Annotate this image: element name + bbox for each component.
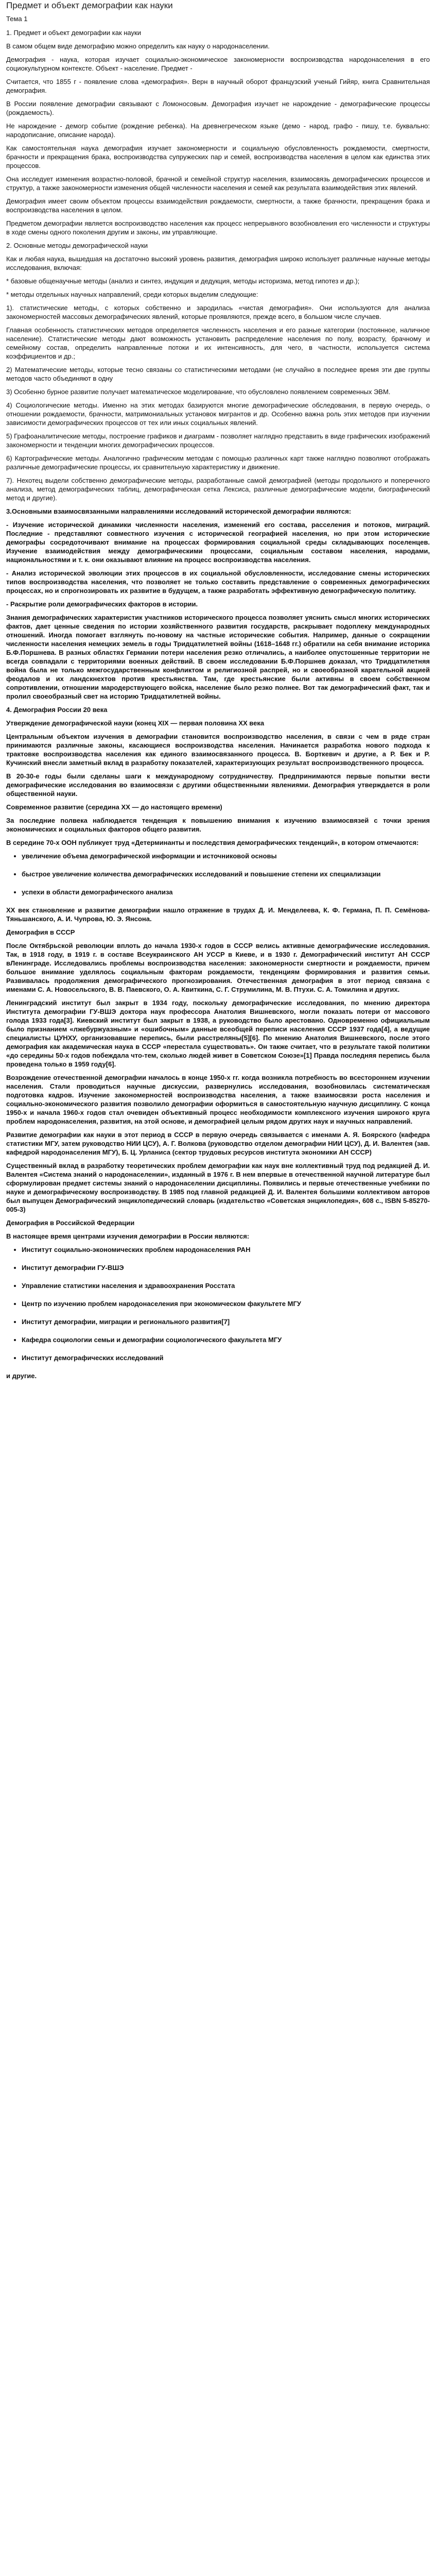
- paragraph: Как и любая наука, вышедшая на достаточно высокий уровень развития, демография широко использует различные научные методы исследования, включая:: [6, 255, 430, 272]
- paragraph: 7). Нехотец выдели собственно демографические методы, разработанные самой демографией (методы продольного и поперечного анализа, метод демографических таблиц, демографическая сетка Лексиса, различные демографические модели, биографический метод и другие).: [6, 477, 430, 502]
- paragraph: В самом общем виде демографию можно определить как науку о народонаселении.: [6, 42, 270, 50]
- section-heading: 3.Основными взаимосвязанными направлениями исследований исторической демографии являются:: [6, 507, 352, 515]
- paragraph: * методы отдельных научных направлений, среди которых выделим следующие:: [6, 291, 258, 298]
- closing-text: и другие.: [6, 1372, 37, 1380]
- section-heading: 2. Основные методы демографической науки: [6, 242, 148, 249]
- list-item: • Институт демографии ГУ-ВШЭ: [22, 1263, 430, 1272]
- list-item: • быстрое увеличение количества демографических исследований и повышение степени их специализации: [22, 870, 430, 878]
- centers-list: [6, 1245, 430, 1362]
- paragraph: 1). статистические методы, с которых собственно и зародилась «чистая демография». Они используются для анализа закономерностей массовых демографических явлений, которые проявляются, прежде всего, в большом числе случаев.: [6, 304, 430, 320]
- trend-list: [6, 852, 430, 896]
- paragraph: Считается, что 1855 г - появление слова «демография». Верн в научный оборот французский ученый Гийяр, книга Сравнительная демография.: [6, 78, 430, 94]
- paragraph: Демография имеет своим объектом процессы взаимодействия рождаемости, смертности, а также брачности, прекращения брака и воспроизводства населения в целом.: [6, 197, 430, 214]
- list-item: • Кафедра социологии семьи и демографии социологического факультета МГУ: [22, 1335, 430, 1344]
- paragraph: Как самостоятельная наука демография изучает закономерности и социальную обусловленность рождаемости, смертности, брачности и прекращения брака, воспроизводства супружеских пар и семей, воспроизводства населения в целом как единства этих процессов.: [6, 144, 430, 170]
- subsection-heading: Современное развитие (середина XX — до настоящего времени): [6, 803, 222, 811]
- paragraph: XX век становление и развитие демографии нашло отражение в трудах Д. И. Менделеева, К. Ф. Германа, П. П. Семёнова-Тяньшанского, А. И. Чупрова, Ю. Э. Янсона.: [6, 906, 430, 923]
- paragraph: За последние полвека наблюдается тенденция к повышению внимания к изучению взаимосвязей с точки зрения экономических и социальных факторов общего развития.: [6, 817, 430, 833]
- paragraph: В 20-30-е годы были сделаны шаги к международному сотрудничеству. Предпринимаются первые попытки вести демографические исследования во взаимосвязи с другими общественными явлениями. Демография утверждается в роли общественной науки.: [6, 772, 430, 798]
- paragraph: Развитие демографии как науки в этот период в СССР в первую очередь связывается с именами А. Я. Боярского (кафедра статистики МГУ, затем руководство НИИ ЦСУ), А. Г. Волкова (руководство отделом демографии НИИ ЦСУ), Д. И. Валентея (зав. кафедрой народонаселения МГУ), Б. Ц. Урланиса (сектор трудовых ресурсов института экономики АН СССР): [6, 1131, 430, 1156]
- subsection-heading: Утверждение демографической науки (конец XIX — первая половина XX века: [6, 719, 265, 727]
- paragraph: Возрождение отечественной демографии началось в конце 1950-х гг. когда возникла потребность во всестороннем изучении населения. Стали проводиться научные дискуссии, развернулись исследования, возобновилась систематическая подготовка кадров. Изучение закономерностей воспроизводства населения, а также взаимосвязи роста населения и социально-экономического развития позволило демографии оформиться в самостоятельную научную дисциплину. С конца 1950-х и начала 1960-х годов стал очевиден объективный процесс необходимости комплексного изучения широкого круга проблем народонаселения, развития, на этой основе, и демографией целым рядом других наук и научных направлений.: [6, 1074, 430, 1125]
- list-item: • Центр по изучению проблем народонаселения при экономическом факультете МГУ: [22, 1299, 430, 1308]
- paragraph: - Анализ исторической эволюции этих процессов в их социальной обусловленности, исследование смены исторических типов воспроизводства населения, что позволяет не только составить представление о современных демографических процессах, но и спрогнозировать их развитие в будущем, а также разработать эффективную демографическую политику.: [6, 569, 430, 595]
- paragraph: Главная особенность статистических методов определяется численность населения и его разные категории (постоянное, наличное население). Статистические методы дают возможность установить распределение населения по полу, возрасту, брачному и семейному состав, определить направленные потоки и их интенсивность, для чего, в частности, используется система коэффициентов и др.;: [6, 326, 430, 360]
- paragraph: - Раскрытие роли демографических факторов в истории.: [6, 600, 198, 608]
- paragraph: 2) Математические методы, которые тесно связаны со статистическими методами (не случайно в последнее время эти две группы методов часто объединяют в одну: [6, 366, 430, 382]
- paragraph: - Изучение исторической динамики численности населения, изменений его состава, расселения и потоков, миграций. Последние - представляют совместного изучения с исторической географией населения, но при этом исторические демографы сосредоточивают внимание на процессах формирования социальной среды складывающих поселенцев. Изучение взаимодействия между демографическими процессами, социальным составом населения, народами, национальностями и т. к. они оказывают влияние на процесс воспроизводства населения.: [6, 521, 430, 564]
- paragraph: Демография - наука, которая изучает социально-экономическое закономерности воспроизводства народонаселения в его социокультурном контексте. Объект - население. Предмет -: [6, 56, 430, 72]
- list-item: • Институт демографии, миграции и регионального развития[7]: [22, 1317, 430, 1326]
- list-item: • Институт социально-экономических проблем народонаселения РАН: [22, 1245, 430, 1254]
- list-item: • успехи в области демографического анализа: [22, 888, 430, 896]
- paragraph: В настоящее время центрами изучения демографии в России являются:: [6, 1232, 250, 1240]
- paragraph: Знания демографических характеристик участников исторического процесса позволяет уяснить смысл многих исторических фактов, дает ценные сведения по истории хозяйственного развития государств, раскрывает подоплеку международных отношений. Иногда помогает взглянуть по-новому на частные исторические события. Например, данные о сокращении численности населения немецких земель в годы Тридцатилетней войны (1618–1648 гг.) обратили на себя внимание историка Б.Ф.Поршнева. В разных областях Германии потери населения резко отличались, а наиболее опустошенные территории не всегда совпадали с территориями военных действий. В своем исследовании Б.Ф.Поршнев доказал, что Тридцатилетняя война была не только межгосударственным конфликтом и религиозной распрей, но и своеобразной карательной акцией феодалов и их ландскнехтов против крестьянства. Там, где крестьянские были активны в своем собственном сопротивлении, отношении мародерствующего войска, население было резко полнее. Вот так демографический факт, так и пролил своеобразный свет на историю Тридцатилетней войны.: [6, 614, 430, 700]
- paragraph: Она исследует изменения возрастно-половой, брачной и семейной структур населения, взаимосвязь демографических процессов и структур, а также закономерности изменения общей численности населения и семей как результата взаимодействия этих явлений.: [6, 175, 430, 192]
- paragraph: * базовые общенаучные методы (анализ и синтез, индукция и дедукция, методы историзма, метод гипотез и др.);: [6, 277, 360, 285]
- paragraph: 1. Предмет и объект демографии как науки: [6, 29, 141, 37]
- paragraph: 3) Особенно бурное развитие получает математическое моделирование, что обусловлено появлением современных ЭВМ.: [6, 388, 391, 396]
- section-heading: 4. Демография России 20 века: [6, 706, 108, 714]
- paragraph: Существенный вклад в разработку теоретических проблем демографии как наук вне коллективный труд под редакцией Д. И. Валентея «Система знаний о народонаселении», изданный в 1976 г. В нем впервые в отечественной научной литературе был сформулирован предмет системы знаний о народонаселении дисциплины. Появились и первые отечественные учебники по науке и демографическому воспроизводству. В 1985 под главной редакцией Д. И. Валентея большими коллективом авторов был выпущен Демографический энциклопедический словарь (издательство «Советская энциклопедия», 608 с., ISBN 5-85270-005-3): [6, 1162, 430, 1213]
- paragraph: Не нарождение - демогр событие (рождение ребенка). На древнегреческом языке (демо - народ, графо - пишу, т.е. буквально: народописание, описание народа).: [6, 122, 430, 139]
- paragraph: В середине 70-х ООН публикует труд «Детерминанты и последствия демографических тенденций», в котором отмечаются:: [6, 839, 419, 846]
- page-title: Предмет и объект демографии как науки: [6, 1, 173, 10]
- subsection-heading: Демография в Российской Федерации: [6, 1219, 135, 1227]
- paragraph: После Октябрьской революции вплоть до начала 1930-х годов в СССР велись активные демографические исследования. Так, в 1918 году, в 1919 г. в составе Всеукраинского АН УССР в Киеве, и в 1930 г. Демографический институт АН СССР вЛенинграде. Исследовались проблемы воспроизводства населения: закономерности смертности и рождаемости, причем большое внимание уделялось социальным факторам рождаемости, тенденциям формирования и развития семьи. Развивалась продолжения демографического прогнозирования. Отечественная демография в этот период связана с именами С. А. Новосельского, В. В. Паевского, О. А. Квиткина, С. Г. Струмилина, М. В. Птухи. С. А. Томилина и других.: [6, 942, 430, 993]
- topic-label: Тема 1: [6, 15, 28, 23]
- paragraph: 4) Социологические методы. Именно на этих методах базируются многие демографические обследования, в первую очередь, о отношении рождаемости, брачности, матримониальных установок мигрантов и др. Особенно важна роль этих методов при изучении зависимости демографических процессов от тех или иных социальных явлений.: [6, 401, 430, 427]
- paragraph: В России появление демографии связывают с Ломоносовым. Демография изучает не нарождение - демографические процессы (рождаемость).: [6, 100, 430, 116]
- paragraph: Ленинградский институт был закрыт в 1934 году, поскольку демографические исследования, по мнению директора Института демографии ГУ-ВШЭ доктора наук профессора Анатолия Вишневского, могли показать потери от массового голода 1933 года[3]. Киевский институт был закрыт в 1938, а руководство было арестовано. Одновременно официальным было признанием «лжебуржуазным» и «ошибочным» данные всеобщей переписи населения СССР 1937 года[4], а ведущие специалисты ЦУНХУ, организовавшие перепись, были расстреляны[5][6]. По мнению Анатолия Вишневского, после этого демография как академическая наука в СССР «перестала существовать». Он также считает, что в результате такой политики «до середины 50-х годов побеждала что-тем, сколько людей живет в Советском Союзе»[1] Правда последняя перепись была проведена только в 1959 году[6].: [6, 999, 430, 1068]
- paragraph: 5) Графоаналитические методы, построение графиков и диаграмм - позволяет наглядно представить в виде графических изображений закономерности и тенденции многих демографических процессов.: [6, 432, 430, 449]
- paragraph: Предметом демографии является воспроизводство населения как процесс непрерывного возобновления его численности и структуры в ходе смены одного поколения другим и законы, им управляющие.: [6, 219, 430, 236]
- list-item: • увеличение объема демографической информации и источниковой основы: [22, 852, 430, 860]
- paragraph: Центральным объектом изучения в демографии становится воспроизводство населения, в связи с чем в ряде стран принимаются различные законы, касающиеся воспроизводства населения. Начинается разработка нового подхода к трактовке воспроизводства населения как единого взаимосвязанного процесса. В. Борткевич и другие, а Р. Бек и Р. Кучинский внесли заметный вклад в разработку показателей, характеризующих результат воспроизводственного процесса.: [6, 733, 430, 767]
- list-item: • Институт демографических исследований: [22, 1353, 430, 1362]
- paragraph: 6) Картографические методы. Аналогично графическим методам с помощью различных карт также наглядно позволяют отображать различные демографические процессы, их сравнительную характеристику и движение.: [6, 454, 430, 471]
- list-item: • Управление статистики населения и здравоохранения Росстата: [22, 1281, 430, 1290]
- subsection-heading: Демография в СССР: [6, 928, 75, 936]
